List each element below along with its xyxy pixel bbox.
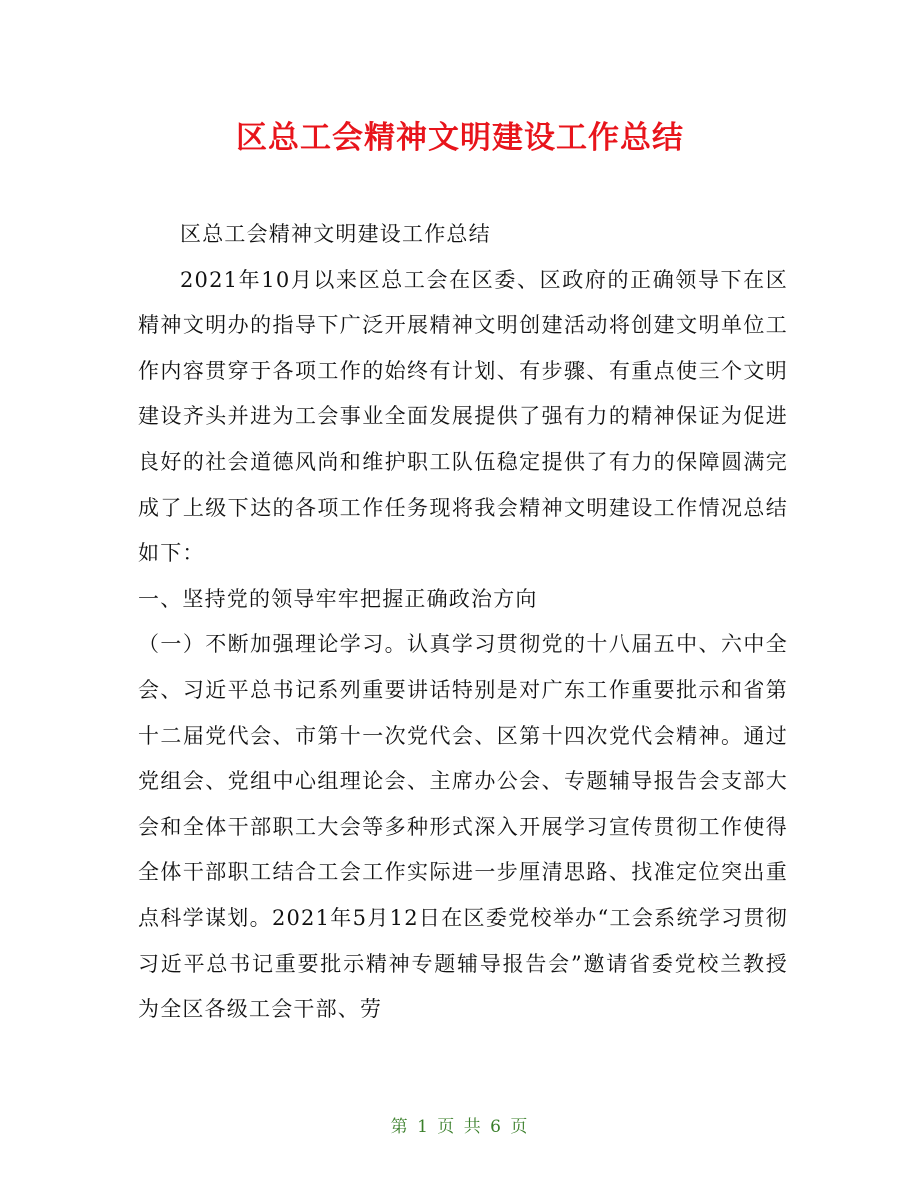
paragraph-intro: 2021年10月以来区总工会在区委、区政府的正确领导下在区精神文明办的指导下广泛开展精神文明创建活动将创建文明单位工作内容贯穿于各项工作的始终有计划、有步骤、有重点使三个文明建设齐头并进为工会事业全面发展提供了强有力的精神保证为促进良好的社会道德风尚和维护职工队伍稳定提供了有力的保障圆满完成了上级下达的各项工作任务现将我会精神文明建设工作情况总结如下： xyxy=(138,267,788,566)
paragraph-theory-study: （一）不断加强理论学习。认真学习贯彻党的十八届五中、六中全会、习近平总书记系列重要讲话特别是对广东工作重要批示和省第十二届党代会、市第十一次党代会、区第十四次党代会精神。通过党组会、党组中心组理论会、主席办公会、专题辅导报告会支部大会和全体干部职工大会等多种形式深入开展学习宣传贯彻工作使得全体干部职工结合工会工作实际进一步厘清思路、找准定位突出重点科学谋划。2021年5月12日在区委党校举办“工会系统学习贯彻习近平总书记重要批示精神专题辅导报告会”邀请省委党校兰教授为全区各级工会干部、劳 xyxy=(138,632,788,1022)
document-body xyxy=(138,212,788,1033)
document-title: 区总工会精神文明建设工作总结 xyxy=(236,120,684,156)
section-heading-1: 一、坚持党的领导牢牢把握正确政治方向 xyxy=(138,586,538,611)
document-subtitle: 区总工会精神文明建设工作总结 xyxy=(180,222,491,246)
page-footer: 第 1 页 共 6 页 xyxy=(390,1117,530,1137)
